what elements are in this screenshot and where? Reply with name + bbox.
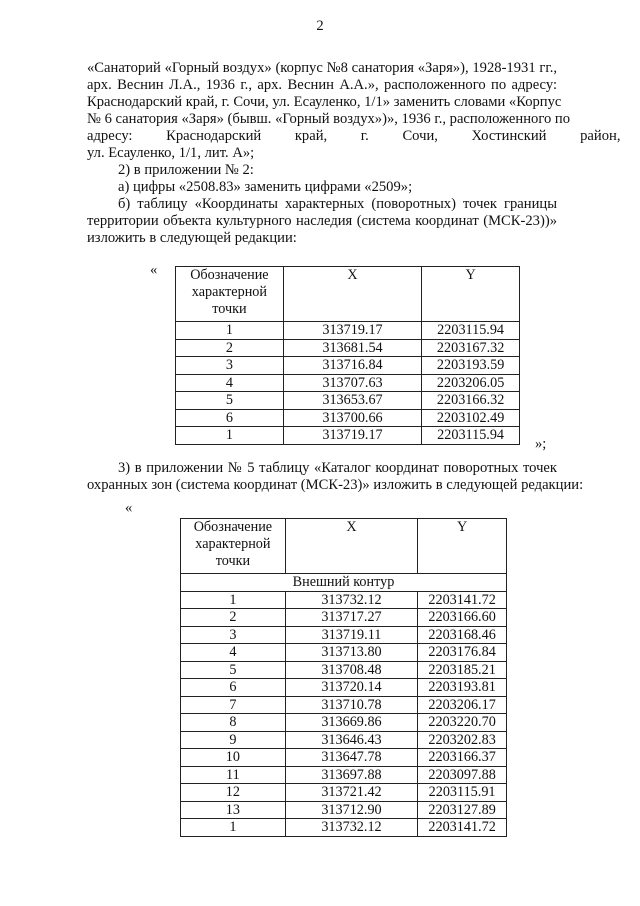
cell-x: 313717.27 [285, 609, 417, 627]
cell-x: 313732.12 [285, 591, 417, 609]
cell-x: 313710.78 [285, 696, 417, 714]
cell-x: 313720.14 [285, 679, 417, 697]
cell-y: 2203141.72 [418, 819, 507, 837]
cell-x: 313707.63 [283, 374, 421, 392]
cell-point: 4 [181, 644, 286, 662]
header-x: X [283, 267, 421, 322]
cell-y: 2203185.21 [418, 661, 507, 679]
cell-x: 313681.54 [283, 339, 421, 357]
table-row [181, 801, 507, 819]
cell-point: 1 [176, 322, 284, 340]
paragraph-line: 3) в приложении № 5 таблицу «Каталог координат поворотных точек [118, 460, 557, 476]
table-header-row [176, 267, 520, 322]
table-row [176, 427, 520, 445]
cell-point: 7 [181, 696, 286, 714]
cell-point: 4 [176, 374, 284, 392]
cell-y: 2203115.91 [418, 784, 507, 802]
close-quote: »; [535, 436, 547, 452]
page-number: 2 [316, 18, 324, 34]
table-row [181, 749, 507, 767]
cell-y: 2203166.60 [418, 609, 507, 627]
cell-x: 313669.86 [285, 714, 417, 732]
cell-point: 12 [181, 784, 286, 802]
cell-y: 2203141.72 [418, 591, 507, 609]
cell-x: 313721.42 [285, 784, 417, 802]
cell-y: 2203166.32 [422, 392, 520, 410]
table-row [176, 322, 520, 340]
cell-x: 313700.66 [283, 409, 421, 427]
table-row [181, 714, 507, 732]
cell-x: 313646.43 [285, 731, 417, 749]
table-row [176, 392, 520, 410]
cell-point: 9 [181, 731, 286, 749]
table-row [176, 374, 520, 392]
cell-x: 313712.90 [285, 801, 417, 819]
paragraph-line: адресу: Краснодарский край, г. Сочи, Хостинский район, [87, 128, 621, 144]
header-y: Y [418, 519, 507, 574]
table-row [181, 819, 507, 837]
table-row [181, 591, 507, 609]
open-quote: « [150, 262, 158, 278]
paragraph-line: охранных зон (система координат (МСК-23)» изложить в следующей редакции: [87, 477, 584, 493]
header-y: Y [422, 267, 520, 322]
paragraph-line: Краснодарский край, г. Сочи, ул. Есауленко, 1/1» заменить словами «Корпус [87, 94, 562, 110]
cell-point: 10 [181, 749, 286, 767]
coordinates-table-2 [180, 518, 507, 837]
table-row [176, 357, 520, 375]
paragraph-line: б) таблицу «Координаты характерных (поворотных) точек границы [118, 196, 557, 212]
cell-point: 6 [181, 679, 286, 697]
paragraph-line: изложить в следующей редакции: [87, 230, 297, 246]
cell-point: 2 [181, 609, 286, 627]
paragraph-line: «Санаторий «Горный воздух» (корпус №8 санатория «Заря»), 1928-1931 гг., [87, 60, 557, 76]
cell-x: 313732.12 [285, 819, 417, 837]
table-row [181, 626, 507, 644]
cell-y: 2203176.84 [418, 644, 507, 662]
cell-point: 1 [181, 819, 286, 837]
cell-x: 313647.78 [285, 749, 417, 767]
cell-y: 2203115.94 [422, 322, 520, 340]
paragraph-line: № 6 санатория «Заря» (бывш. «Горный воздух»)», 1936 г., расположенного по [87, 111, 571, 127]
paragraph-line: а) цифры «2508.83» заменить цифрами «2509»; [118, 179, 413, 195]
cell-y: 2203102.49 [422, 409, 520, 427]
table-row [181, 731, 507, 749]
table-row [181, 696, 507, 714]
cell-point: 5 [181, 661, 286, 679]
table-row [181, 766, 507, 784]
cell-y: 2203206.17 [418, 696, 507, 714]
header-point: Обозначение характерной точки [181, 519, 286, 574]
cell-point: 5 [176, 392, 284, 410]
table-row [176, 339, 520, 357]
cell-y: 2203168.46 [418, 626, 507, 644]
cell-x: 313719.17 [283, 427, 421, 445]
table-row [181, 661, 507, 679]
cell-y: 2203202.83 [418, 731, 507, 749]
table-header-row [181, 519, 507, 574]
cell-y: 2203220.70 [418, 714, 507, 732]
cell-point: 8 [181, 714, 286, 732]
table-row [181, 644, 507, 662]
cell-x: 313716.84 [283, 357, 421, 375]
section-label: Внешний контур [181, 574, 507, 592]
cell-y: 2203167.32 [422, 339, 520, 357]
coordinates-table-1 [175, 266, 520, 445]
header-point: Обозначение характерной точки [176, 267, 284, 322]
cell-x: 313653.67 [283, 392, 421, 410]
table-row [181, 609, 507, 627]
table-row [176, 409, 520, 427]
cell-x: 313719.17 [283, 322, 421, 340]
cell-y: 2203127.89 [418, 801, 507, 819]
cell-y: 2203166.37 [418, 749, 507, 767]
paragraph-line: ул. Есауленко, 1/1, лит. А»; [87, 145, 255, 161]
cell-y: 2203193.81 [418, 679, 507, 697]
section-row [181, 574, 507, 592]
table-row [181, 784, 507, 802]
cell-y: 2203193.59 [422, 357, 520, 375]
open-quote: « [125, 500, 133, 516]
cell-point: 6 [176, 409, 284, 427]
cell-y: 2203115.94 [422, 427, 520, 445]
cell-point: 3 [181, 626, 286, 644]
cell-x: 313708.48 [285, 661, 417, 679]
paragraph-line: 2) в приложении № 2: [118, 162, 254, 178]
cell-x: 313719.11 [285, 626, 417, 644]
cell-point: 2 [176, 339, 284, 357]
cell-point: 3 [176, 357, 284, 375]
header-x: X [285, 519, 417, 574]
cell-point: 11 [181, 766, 286, 784]
cell-point: 13 [181, 801, 286, 819]
cell-y: 2203206.05 [422, 374, 520, 392]
cell-point: 1 [176, 427, 284, 445]
paragraph-line: арх. Веснин Л.А., 1936 г., арх. Веснин А.А.», расположенного по адресу: [87, 77, 557, 93]
cell-y: 2203097.88 [418, 766, 507, 784]
table-row [181, 679, 507, 697]
cell-point: 1 [181, 591, 286, 609]
paragraph-line: территории объекта культурного наследия (система координат (МСК-23))» [87, 213, 557, 229]
cell-x: 313697.88 [285, 766, 417, 784]
cell-x: 313713.80 [285, 644, 417, 662]
